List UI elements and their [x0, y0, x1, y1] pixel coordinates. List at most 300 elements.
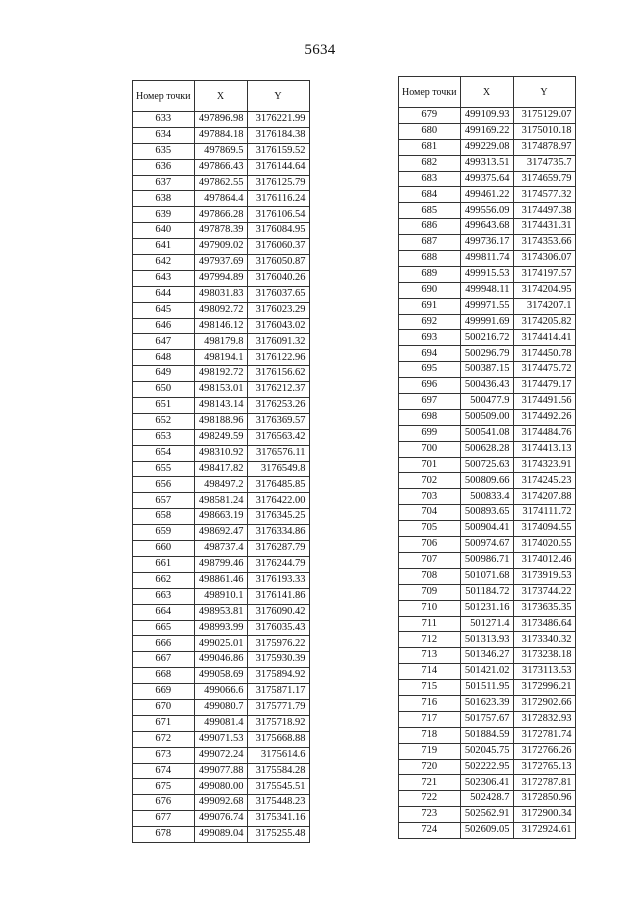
cell-point-number: 706	[399, 537, 461, 553]
cell-y: 3175871.17	[247, 684, 309, 700]
cell-x: 502306.41	[460, 775, 513, 791]
cell-point-number: 699	[399, 425, 461, 441]
cell-point-number: 711	[399, 616, 461, 632]
cell-y: 3176106.54	[247, 207, 309, 223]
cell-x: 501346.27	[460, 648, 513, 664]
cell-x: 501884.59	[460, 727, 513, 743]
cell-y: 3174475.72	[513, 362, 575, 378]
cell-point-number: 678	[133, 827, 195, 843]
cell-x: 499077.88	[194, 763, 247, 779]
table-row	[133, 556, 310, 572]
table-row	[133, 366, 310, 382]
table-body-right	[399, 108, 576, 839]
cell-point-number: 688	[399, 251, 461, 267]
cell-point-number: 647	[133, 334, 195, 350]
cell-point-number: 695	[399, 362, 461, 378]
cell-y: 3174491.56	[513, 394, 575, 410]
cell-y: 3174414.41	[513, 330, 575, 346]
cell-point-number: 721	[399, 775, 461, 791]
table-row	[133, 779, 310, 795]
header-y: Y	[513, 77, 575, 108]
cell-y: 3174413.13	[513, 441, 575, 457]
cell-y: 3173340.32	[513, 632, 575, 648]
cell-point-number: 712	[399, 632, 461, 648]
cell-y: 3173238.18	[513, 648, 575, 664]
cell-x: 498861.46	[194, 572, 247, 588]
cell-x: 499071.53	[194, 731, 247, 747]
cell-y: 3173635.35	[513, 600, 575, 616]
cell-point-number: 723	[399, 807, 461, 823]
cell-x: 498663.19	[194, 509, 247, 525]
table-row	[399, 251, 576, 267]
table-row	[399, 108, 576, 124]
cell-y: 3174020.55	[513, 537, 575, 553]
cell-point-number: 646	[133, 318, 195, 334]
cell-x: 499811.74	[460, 251, 513, 267]
cell-point-number: 708	[399, 568, 461, 584]
table-row	[133, 413, 310, 429]
cell-x: 501231.16	[460, 600, 513, 616]
table-row	[133, 636, 310, 652]
cell-y: 3176422.00	[247, 493, 309, 509]
cell-y: 3174353.66	[513, 235, 575, 251]
cell-x: 499089.04	[194, 827, 247, 843]
cell-x: 499072.24	[194, 747, 247, 763]
table-row	[399, 775, 576, 791]
cell-point-number: 635	[133, 143, 195, 159]
cell-x: 498143.14	[194, 398, 247, 414]
cell-x: 500387.15	[460, 362, 513, 378]
cell-y: 3174207.1	[513, 298, 575, 314]
cell-x: 498031.83	[194, 286, 247, 302]
cell-x: 501184.72	[460, 584, 513, 600]
cell-y: 3176549.8	[247, 461, 309, 477]
cell-y: 3174484.76	[513, 425, 575, 441]
cell-x: 497869.5	[194, 143, 247, 159]
table-row	[133, 398, 310, 414]
cell-point-number: 719	[399, 743, 461, 759]
cell-x: 498153.01	[194, 382, 247, 398]
cell-point-number: 687	[399, 235, 461, 251]
cell-x: 500216.72	[460, 330, 513, 346]
cell-y: 3172781.74	[513, 727, 575, 743]
cell-point-number: 656	[133, 477, 195, 493]
cell-point-number: 658	[133, 509, 195, 525]
cell-x: 499948.11	[460, 282, 513, 298]
cell-x: 498910.1	[194, 588, 247, 604]
cell-y: 3174492.26	[513, 409, 575, 425]
cell-x: 500833.4	[460, 489, 513, 505]
cell-x: 499229.08	[460, 139, 513, 155]
cell-point-number: 692	[399, 314, 461, 330]
cell-x: 499643.68	[460, 219, 513, 235]
cell-y: 3174012.46	[513, 552, 575, 568]
table-row	[399, 791, 576, 807]
cell-y: 3176287.79	[247, 541, 309, 557]
cell-point-number: 650	[133, 382, 195, 398]
cell-x: 498310.92	[194, 445, 247, 461]
table-row	[399, 123, 576, 139]
cell-y: 3175668.88	[247, 731, 309, 747]
table-row	[399, 616, 576, 632]
table-row	[399, 823, 576, 839]
cell-point-number: 652	[133, 413, 195, 429]
cell-point-number: 722	[399, 791, 461, 807]
cell-point-number: 648	[133, 350, 195, 366]
table-row	[399, 139, 576, 155]
cell-y: 3175976.22	[247, 636, 309, 652]
cell-x: 498192.72	[194, 366, 247, 382]
cell-y: 3176040.26	[247, 270, 309, 286]
cell-point-number: 702	[399, 473, 461, 489]
cell-y: 3175448.23	[247, 795, 309, 811]
table-row	[399, 537, 576, 553]
cell-y: 3176116.24	[247, 191, 309, 207]
cell-y: 3174659.79	[513, 171, 575, 187]
cell-point-number: 662	[133, 572, 195, 588]
cell-point-number: 679	[399, 108, 461, 124]
table-row	[399, 235, 576, 251]
cell-point-number: 645	[133, 302, 195, 318]
cell-point-number: 701	[399, 457, 461, 473]
cell-y: 3174497.38	[513, 203, 575, 219]
table-row	[133, 302, 310, 318]
table-row	[133, 127, 310, 143]
cell-y: 3176369.57	[247, 413, 309, 429]
cell-y: 3176122.96	[247, 350, 309, 366]
cell-y: 3175341.16	[247, 811, 309, 827]
table-row	[399, 743, 576, 759]
table-row	[399, 552, 576, 568]
cell-x: 497896.98	[194, 112, 247, 128]
cell-y: 3174111.72	[513, 505, 575, 521]
cell-x: 501421.02	[460, 664, 513, 680]
cell-point-number: 674	[133, 763, 195, 779]
cell-y: 3176035.43	[247, 620, 309, 636]
table-row	[133, 255, 310, 271]
cell-x: 500477.9	[460, 394, 513, 410]
cell-point-number: 677	[133, 811, 195, 827]
cell-point-number: 640	[133, 223, 195, 239]
cell-point-number: 639	[133, 207, 195, 223]
cell-point-number: 703	[399, 489, 461, 505]
cell-y: 3176485.85	[247, 477, 309, 493]
cell-x: 498993.99	[194, 620, 247, 636]
table-header-row	[133, 81, 310, 112]
cell-x: 499066.6	[194, 684, 247, 700]
table-row	[399, 457, 576, 473]
cell-point-number: 655	[133, 461, 195, 477]
cell-point-number: 666	[133, 636, 195, 652]
table-row	[399, 489, 576, 505]
table-row	[133, 795, 310, 811]
cell-y: 3176193.33	[247, 572, 309, 588]
cell-y: 3174205.82	[513, 314, 575, 330]
cell-y: 3174735.7	[513, 155, 575, 171]
cell-point-number: 642	[133, 255, 195, 271]
cell-x: 502222.95	[460, 759, 513, 775]
table-row	[399, 378, 576, 394]
cell-point-number: 685	[399, 203, 461, 219]
cell-point-number: 720	[399, 759, 461, 775]
cell-x: 498581.24	[194, 493, 247, 509]
cell-point-number: 653	[133, 429, 195, 445]
cell-y: 3174450.78	[513, 346, 575, 362]
cell-point-number: 637	[133, 175, 195, 191]
table-row	[399, 759, 576, 775]
cell-x: 498417.82	[194, 461, 247, 477]
cell-point-number: 676	[133, 795, 195, 811]
table-row	[399, 695, 576, 711]
cell-point-number: 667	[133, 652, 195, 668]
coordinates-table-right	[398, 76, 576, 839]
cell-y: 3174204.95	[513, 282, 575, 298]
cell-point-number: 664	[133, 604, 195, 620]
cell-point-number: 682	[399, 155, 461, 171]
cell-point-number: 670	[133, 699, 195, 715]
cell-y: 3172996.21	[513, 680, 575, 696]
table-row	[133, 159, 310, 175]
cell-x: 499076.74	[194, 811, 247, 827]
table-row	[399, 409, 576, 425]
cell-y: 3172766.26	[513, 743, 575, 759]
cell-y: 3176060.37	[247, 239, 309, 255]
cell-x: 499081.4	[194, 715, 247, 731]
cell-y: 3174431.31	[513, 219, 575, 235]
table-row	[133, 223, 310, 239]
table-row	[399, 203, 576, 219]
cell-x: 500809.66	[460, 473, 513, 489]
table-row	[399, 282, 576, 298]
cell-y: 3174323.91	[513, 457, 575, 473]
table-row	[399, 425, 576, 441]
table-row	[133, 509, 310, 525]
cell-x: 499915.53	[460, 266, 513, 282]
cell-point-number: 672	[133, 731, 195, 747]
cell-point-number: 724	[399, 823, 461, 839]
cell-point-number: 715	[399, 680, 461, 696]
header-x: X	[194, 81, 247, 112]
cell-y: 3176141.86	[247, 588, 309, 604]
cell-y: 3174094.55	[513, 521, 575, 537]
cell-x: 501511.95	[460, 680, 513, 696]
table-row	[399, 314, 576, 330]
cell-point-number: 649	[133, 366, 195, 382]
cell-point-number: 717	[399, 711, 461, 727]
cell-x: 501623.39	[460, 695, 513, 711]
table-row	[133, 350, 310, 366]
table-row	[133, 445, 310, 461]
cell-x: 500436.43	[460, 378, 513, 394]
table-row	[133, 318, 310, 334]
table-row	[133, 604, 310, 620]
cell-y: 3176090.42	[247, 604, 309, 620]
table-row	[133, 668, 310, 684]
table-row	[133, 286, 310, 302]
table-row	[399, 680, 576, 696]
cell-point-number: 671	[133, 715, 195, 731]
table-row	[399, 394, 576, 410]
header-x: X	[460, 77, 513, 108]
cell-point-number: 665	[133, 620, 195, 636]
cell-x: 502609.05	[460, 823, 513, 839]
table-row	[133, 541, 310, 557]
cell-y: 3176091.32	[247, 334, 309, 350]
cell-x: 499025.01	[194, 636, 247, 652]
cell-point-number: 704	[399, 505, 461, 521]
cell-point-number: 714	[399, 664, 461, 680]
cell-y: 3176156.62	[247, 366, 309, 382]
cell-point-number: 693	[399, 330, 461, 346]
cell-y: 3176212.37	[247, 382, 309, 398]
cell-y: 3175129.07	[513, 108, 575, 124]
cell-point-number: 669	[133, 684, 195, 700]
cell-x: 499736.17	[460, 235, 513, 251]
cell-point-number: 681	[399, 139, 461, 155]
cell-y: 3175771.79	[247, 699, 309, 715]
cell-x: 500541.08	[460, 425, 513, 441]
table-row	[133, 461, 310, 477]
cell-point-number: 713	[399, 648, 461, 664]
cell-x: 501071.68	[460, 568, 513, 584]
cell-point-number: 690	[399, 282, 461, 298]
cell-y: 3176221.99	[247, 112, 309, 128]
cell-point-number: 718	[399, 727, 461, 743]
cell-x: 497862.55	[194, 175, 247, 191]
cell-y: 3176043.02	[247, 318, 309, 334]
table-row	[399, 727, 576, 743]
table-row	[133, 827, 310, 843]
coordinates-table-left	[132, 80, 310, 843]
cell-y: 3172900.34	[513, 807, 575, 823]
cell-point-number: 636	[133, 159, 195, 175]
cell-y: 3176576.11	[247, 445, 309, 461]
cell-x: 500725.63	[460, 457, 513, 473]
cell-y: 3174207.88	[513, 489, 575, 505]
table-row	[133, 763, 310, 779]
cell-point-number: 684	[399, 187, 461, 203]
cell-x: 498737.4	[194, 541, 247, 557]
table-row	[133, 112, 310, 128]
cell-point-number: 683	[399, 171, 461, 187]
cell-x: 497994.89	[194, 270, 247, 286]
cell-x: 500974.67	[460, 537, 513, 553]
table-row	[133, 477, 310, 493]
cell-x: 502045.75	[460, 743, 513, 759]
cell-point-number: 707	[399, 552, 461, 568]
cell-y: 3176244.79	[247, 556, 309, 572]
cell-x: 501757.67	[460, 711, 513, 727]
cell-point-number: 638	[133, 191, 195, 207]
cell-x: 497866.28	[194, 207, 247, 223]
cell-point-number: 661	[133, 556, 195, 572]
cell-x: 502428.7	[460, 791, 513, 807]
cell-point-number: 633	[133, 112, 195, 128]
cell-y: 3174577.32	[513, 187, 575, 203]
table-row	[133, 175, 310, 191]
cell-y: 3174306.07	[513, 251, 575, 267]
table-row	[399, 346, 576, 362]
cell-point-number: 691	[399, 298, 461, 314]
table-row	[133, 191, 310, 207]
table-body-left	[133, 112, 310, 843]
cell-y: 3172832.93	[513, 711, 575, 727]
cell-point-number: 644	[133, 286, 195, 302]
cell-y: 3175894.92	[247, 668, 309, 684]
table-row	[399, 632, 576, 648]
table-row	[133, 620, 310, 636]
cell-point-number: 686	[399, 219, 461, 235]
table-row	[133, 588, 310, 604]
cell-x: 497864.4	[194, 191, 247, 207]
cell-x: 499058.69	[194, 668, 247, 684]
cell-point-number: 700	[399, 441, 461, 457]
table-row	[133, 382, 310, 398]
table-row	[133, 207, 310, 223]
table-row	[399, 600, 576, 616]
table-row	[133, 715, 310, 731]
cell-x: 500904.41	[460, 521, 513, 537]
cell-point-number: 660	[133, 541, 195, 557]
cell-x: 498799.46	[194, 556, 247, 572]
table-row	[399, 568, 576, 584]
cell-y: 3172924.61	[513, 823, 575, 839]
cell-y: 3174878.97	[513, 139, 575, 155]
table-row	[399, 441, 576, 457]
cell-y: 3176253.26	[247, 398, 309, 414]
cell-point-number: 696	[399, 378, 461, 394]
cell-y: 3176144.64	[247, 159, 309, 175]
page-number: 5634	[304, 42, 336, 58]
table-row	[133, 429, 310, 445]
header-y: Y	[247, 81, 309, 112]
cell-x: 499313.51	[460, 155, 513, 171]
cell-point-number: 668	[133, 668, 195, 684]
cell-y: 3172765.13	[513, 759, 575, 775]
cell-y: 3175545.51	[247, 779, 309, 795]
cell-y: 3172902.66	[513, 695, 575, 711]
cell-x: 499169.22	[460, 123, 513, 139]
table-row	[399, 521, 576, 537]
cell-y: 3176563.42	[247, 429, 309, 445]
cell-x: 497878.39	[194, 223, 247, 239]
cell-x: 497937.69	[194, 255, 247, 271]
cell-y: 3175010.18	[513, 123, 575, 139]
cell-x: 498092.72	[194, 302, 247, 318]
cell-point-number: 663	[133, 588, 195, 604]
cell-y: 3176345.25	[247, 509, 309, 525]
cell-y: 3176184.38	[247, 127, 309, 143]
cell-point-number: 709	[399, 584, 461, 600]
cell-x: 498179.8	[194, 334, 247, 350]
cell-x: 499375.64	[460, 171, 513, 187]
cell-x: 500296.79	[460, 346, 513, 362]
table-row	[133, 572, 310, 588]
table-row	[133, 747, 310, 763]
table-row	[133, 270, 310, 286]
table-row	[133, 143, 310, 159]
table-row	[399, 711, 576, 727]
cell-x: 499461.22	[460, 187, 513, 203]
table-row	[399, 505, 576, 521]
cell-point-number: 659	[133, 525, 195, 541]
cell-x: 501313.93	[460, 632, 513, 648]
cell-point-number: 705	[399, 521, 461, 537]
table-row	[133, 731, 310, 747]
cell-x: 497909.02	[194, 239, 247, 255]
cell-point-number: 675	[133, 779, 195, 795]
table-row	[133, 239, 310, 255]
